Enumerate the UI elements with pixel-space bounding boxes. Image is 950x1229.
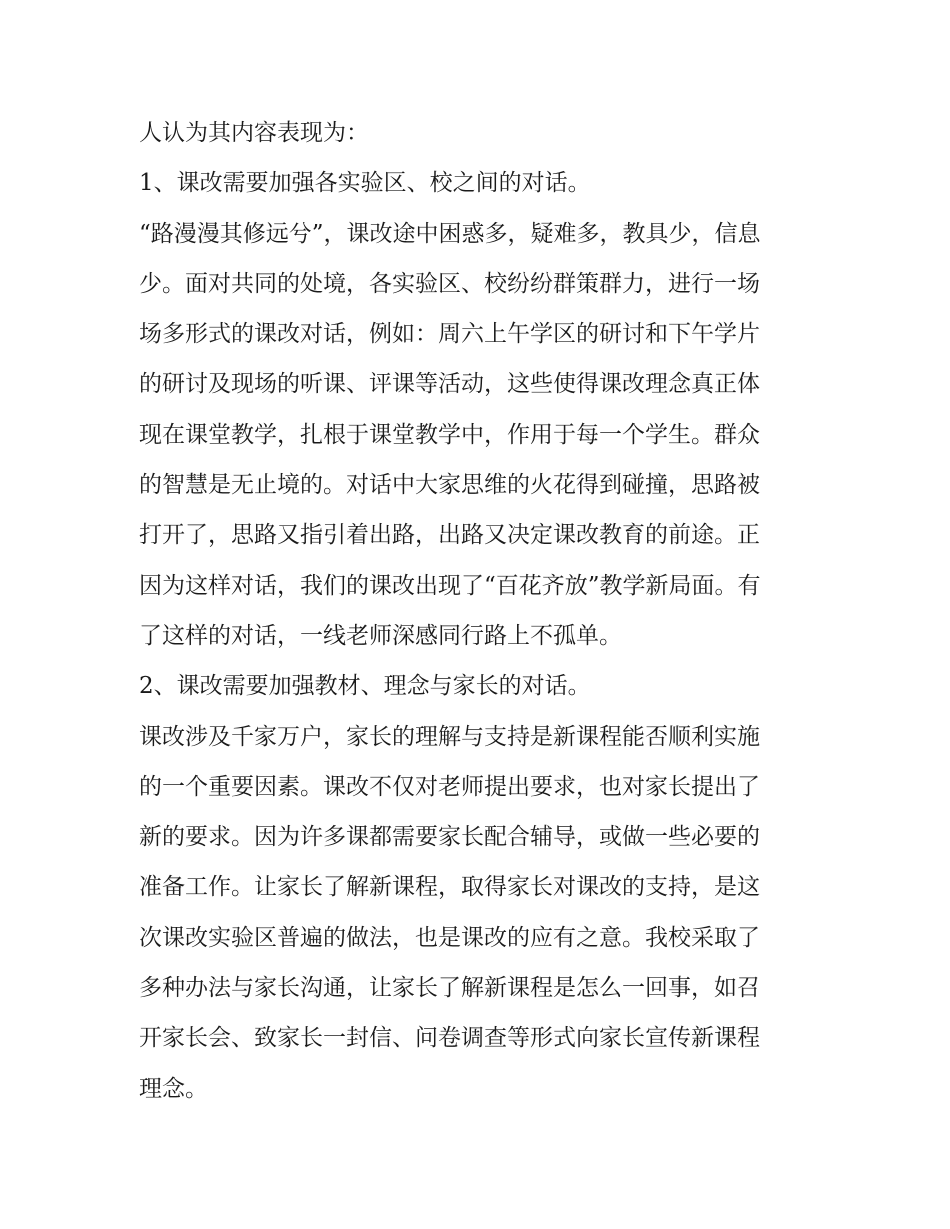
text-line: 次课改实验区普遍的做法，也是课改的应有之意。我校采取了 [139,924,760,951]
text-line: 场多形式的课改对话，例如：周六上午学区的研讨和下午学片 [139,321,760,348]
text-line: 课改涉及千家万户，家长的理解与支持是新课程能否顺利实施 [139,723,760,750]
text-line: 少。面对共同的处境，各实验区、校纷纷群策群力，进行一场 [139,270,760,297]
text-line-continuation: 人认为其内容表现为： [139,120,369,146]
text-line: 开家长会、致家长一封信、问卷调查等形式向家长宣传新课程 [139,1025,760,1052]
text-line: 准备工作。让家长了解新课程，取得家长对课改的支持，是这 [139,874,760,901]
text-line: 了这样的对话，一线老师深感同行路上不孤单。 [139,622,622,649]
text-line: 的智慧是无止境的。对话中大家思维的火花得到碰撞，思路被 [139,472,760,499]
text-line: 多种办法与家长沟通，让家长了解新课程是怎么一回事，如召 [139,975,760,1002]
body-text [139,108,819,1114]
text-line: 的研讨及现场的听课、评课等活动，这些使得课改理念真正体 [139,371,760,398]
text-line: 现在课堂教学，扎根于课堂教学中，作用于每一个学生。群众 [139,421,760,448]
text-line: 新的要求。因为许多课都需要家长配合辅导，或做一些必要的 [139,824,760,851]
section-heading-2: 2、课改需要加强教材、理念与家长的对话。 [139,673,591,700]
text-line: 因为这样对话，我们的课改出现了“百花齐放”教学新局面。有 [139,572,761,599]
text-line: “路漫漫其修远兮”，课改途中困惑多，疑难多，教具少，信息 [139,220,761,247]
section-heading-1: 1、课改需要加强各实验区、校之间的对话。 [139,170,591,197]
text-line: 的一个重要因素。课改不仅对老师提出要求，也对家长提出了 [139,773,760,800]
text-line: 打开了，思路又指引着出路，出路又决定课改教育的前途。正 [139,522,760,549]
text-line: 理念。 [139,1075,208,1102]
